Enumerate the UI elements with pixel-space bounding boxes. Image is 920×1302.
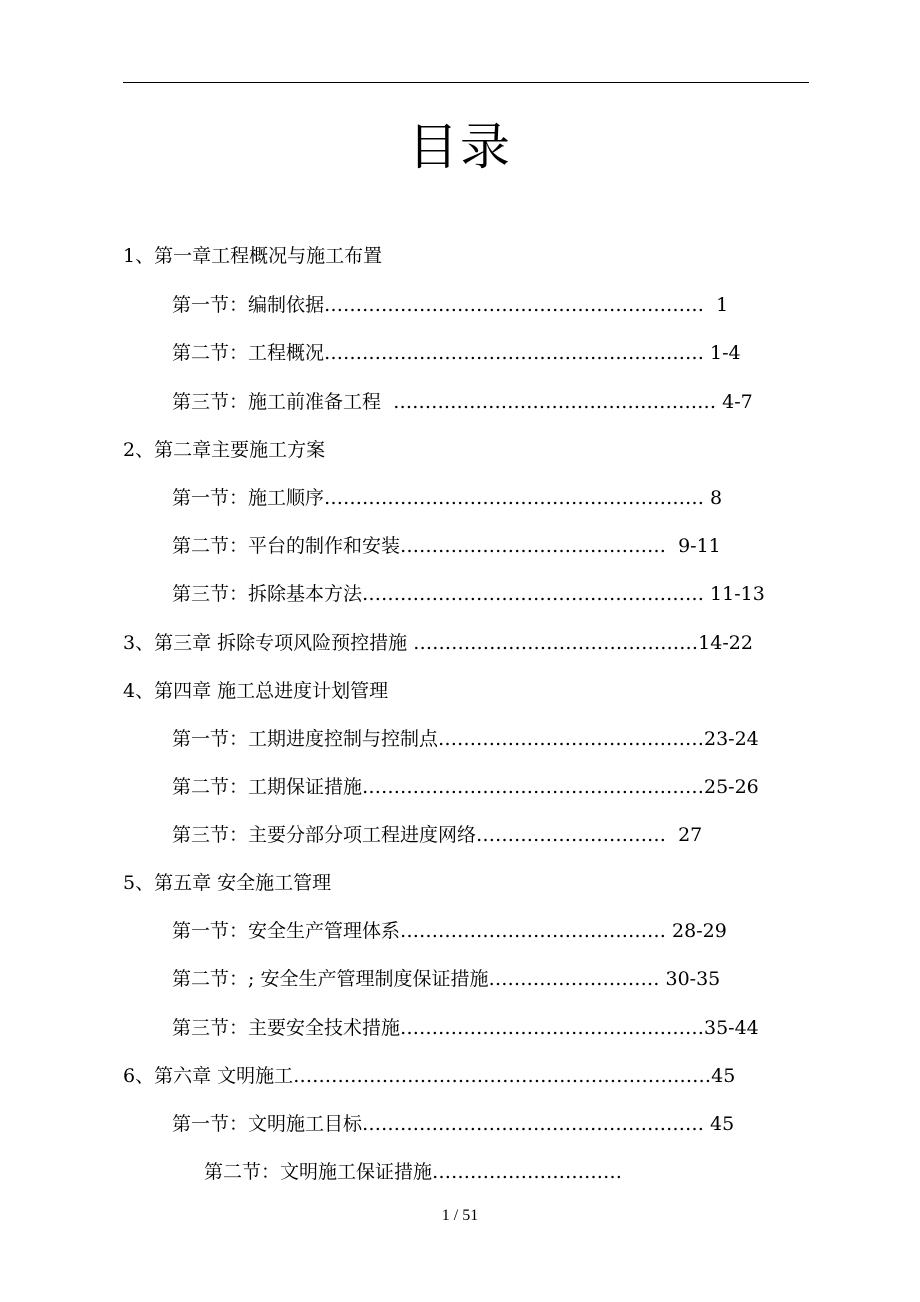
- toc-section-5-1[interactable]: 第一节：安全生产管理体系…………………………………… 28-29: [172, 920, 727, 942]
- toc-chapter-1[interactable]: 1、第一章工程概况与施工布置: [123, 245, 383, 267]
- toc-section-2-1[interactable]: 第一节：施工顺序…………………………………………………… 8: [172, 487, 723, 509]
- toc-section-1-3[interactable]: 第三节：施工前准备工程 …………………………………………… 4-7: [172, 391, 753, 413]
- toc-section-2-2[interactable]: 第二节：平台的制作和安装…………………………………… 9-11: [172, 535, 721, 557]
- toc-section-4-3[interactable]: 第三节：主要分部分项工程进度网络………………………… 27: [172, 824, 703, 846]
- toc-section-5-3[interactable]: 第三节：主要安全技术措施…………………………………………35-44: [172, 1017, 759, 1039]
- header-rule: [123, 82, 809, 83]
- toc-chapter-2[interactable]: 2、第二章主要施工方案: [123, 439, 326, 461]
- toc-section-4-1[interactable]: 第一节：工期进度控制与控制点……………………………………23-24: [172, 728, 759, 750]
- toc-section-5-2[interactable]: 第二节：; 安全生产管理制度保证措施……………………… 30-35: [172, 968, 721, 990]
- toc-chapter-5[interactable]: 5、第五章 安全施工管理: [123, 872, 332, 894]
- toc-section-1-2[interactable]: 第二节：工程概况…………………………………………………… 1-4: [172, 342, 741, 364]
- toc-chapter-3[interactable]: 3、第三章 拆除专项风险预控措施 ………………………………………14-22: [123, 632, 753, 654]
- toc-section-4-2[interactable]: 第二节：工期保证措施………………………………………………25-26: [172, 776, 759, 798]
- toc-section-2-3[interactable]: 第三节：拆除基本方法……………………………………………… 11-13: [172, 583, 765, 605]
- toc-section-6-2[interactable]: 第二节：文明施工保证措施…………………………: [204, 1161, 623, 1183]
- page-number: 1 / 51: [441, 1207, 479, 1224]
- toc-section-1-1[interactable]: 第一节：编制依据…………………………………………………… 1: [172, 294, 729, 316]
- toc-chapter-4[interactable]: 4、第四章 施工总进度计划管理: [123, 680, 389, 702]
- toc-section-6-1[interactable]: 第一节：文明施工目标……………………………………………… 45: [172, 1113, 735, 1135]
- page-title: 目录: [408, 118, 512, 176]
- toc-chapter-6[interactable]: 6、第六章 文明施工…………………………………………………………45: [123, 1065, 736, 1087]
